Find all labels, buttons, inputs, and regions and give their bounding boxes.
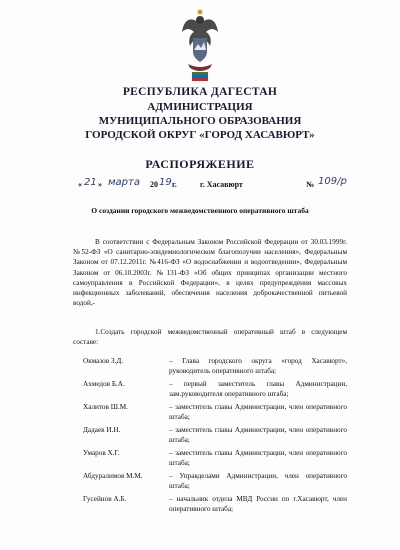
order-month: марта bbox=[108, 177, 140, 188]
order-year-suffix: г. bbox=[172, 180, 177, 189]
member-role: – Управделами Администрации, член оперативного штаба; bbox=[169, 472, 347, 490]
member-role: – Глава городского округа «город Хасавюрт», руководитель оперативного штаба; bbox=[169, 357, 347, 375]
order-title: РАСПОРЯЖЕНИЕ bbox=[145, 157, 255, 171]
member-name: Дадаев И.Н. bbox=[83, 426, 121, 434]
date-open-quote: « bbox=[78, 180, 82, 189]
member-role: – заместитель главы Администрации, член оперативного штаба; bbox=[169, 426, 347, 444]
order-number: 109/р bbox=[318, 176, 347, 187]
order-day: 21 bbox=[84, 177, 97, 188]
header-city-district: ГОРОДСКОЙ ОКРУГ «ГОРОД ХАСАВЮРТ» bbox=[85, 129, 315, 141]
list-item bbox=[73, 424, 349, 447]
order-number-label: № bbox=[306, 180, 315, 189]
list-item bbox=[73, 493, 349, 516]
member-name: Ахмедов Б.А. bbox=[83, 380, 125, 388]
member-name: Халитов Ш.М. bbox=[83, 403, 128, 411]
member-role: – начальник отдела МВД России по г.Хасавюрт, член оперативного штаба; bbox=[169, 495, 347, 513]
header-administration: АДМИНИСТРАЦИЯ bbox=[147, 101, 253, 113]
member-role: – заместитель главы Администрации, член оперативного штаба; bbox=[169, 449, 347, 467]
member-role: – заместитель главы Администрации, член оперативного штаба; bbox=[169, 403, 347, 421]
order-year: 19 bbox=[159, 177, 172, 188]
order-subject: О создании городского межведомственного оперативного штаба bbox=[91, 206, 309, 215]
member-role: – первый заместитель главы Администрации, зам.руководителя оперативного штаба; bbox=[169, 380, 347, 398]
member-name: Абдуралимов М.М. bbox=[83, 472, 143, 480]
list-item bbox=[73, 355, 349, 378]
list-item bbox=[73, 378, 349, 401]
preamble-paragraph: В соответствии с Федеральным Законом Российской Федерации от 30.03.1999г. №52-ФЗ «О санитарно-эпидемиологическом благополучии населения», Федеральным Законом от 07.12.2011г. №416-ФЗ «О водоснабжении и водоотведении», Федеральным Законом от 06.10.2003г. №131-ФЗ «Об общих принципах организации местного самоуправления в Российской Федерации», в целях предупреждения массовых инфекционных заболеваний, обеспечения населения доброкачественной питьевой водой,- bbox=[73, 238, 347, 308]
order-year-prefix: 20 bbox=[150, 180, 158, 189]
staff-members-list bbox=[73, 355, 349, 516]
member-name: Умаров Х.Г. bbox=[83, 449, 120, 457]
clause-1-paragraph: 1.Создать городской межведомственный оперативный штаб в следующем составе: bbox=[73, 328, 347, 347]
list-item bbox=[73, 401, 349, 424]
order-city: г. Хасавюрт bbox=[200, 180, 243, 189]
header-municipal: МУНИЦИПАЛЬНОГО ОБРАЗОВАНИЯ bbox=[98, 115, 302, 127]
member-name: Гусейнов А.Б. bbox=[83, 495, 127, 503]
member-name: Окмазов З.Д. bbox=[83, 357, 124, 365]
date-close-quote: » bbox=[98, 180, 102, 189]
list-item bbox=[73, 447, 349, 470]
coat-of-arms-emblem bbox=[180, 6, 220, 84]
order-meta-row bbox=[78, 178, 358, 194]
list-item bbox=[73, 470, 349, 493]
header-republic: РЕСПУБЛИКА ДАГЕСТАН bbox=[122, 86, 278, 98]
